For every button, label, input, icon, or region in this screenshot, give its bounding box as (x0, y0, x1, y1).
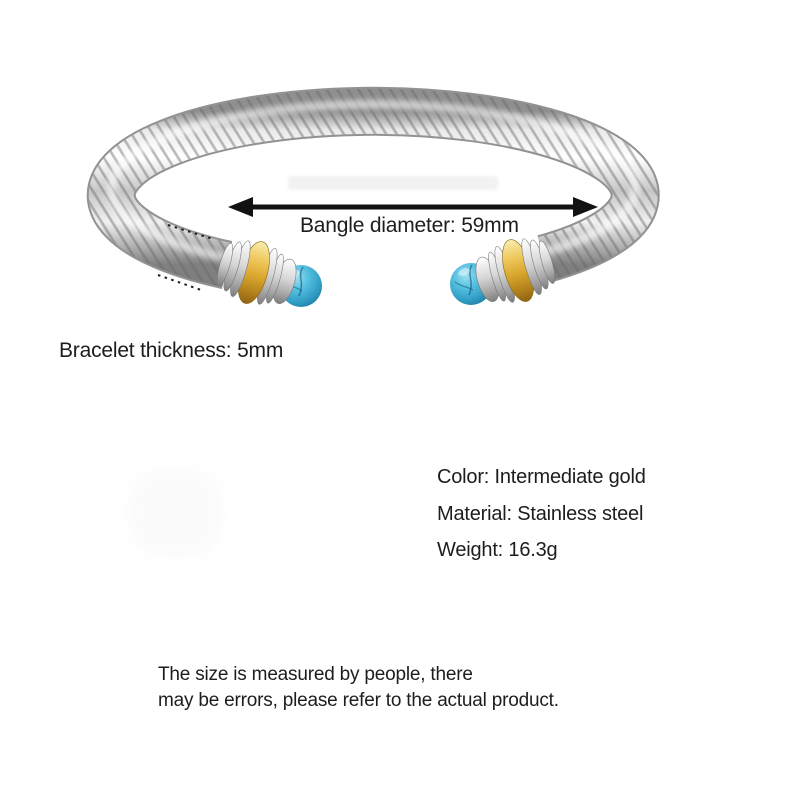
spec-color: Color: Intermediate gold (437, 466, 646, 488)
spec-material: Material: Stainless steel (437, 503, 644, 525)
bangle-diameter-label: Bangle diameter: 59mm (300, 214, 519, 237)
disclaimer-text (158, 662, 559, 714)
cable-band (111, 104, 635, 265)
disclaimer-line-1: The size is measured by people, there (158, 664, 473, 685)
disclaimer-line-2: may be errors, please refer to the actual product. (158, 690, 559, 711)
bracelet-thickness-label: Bracelet thickness: 5mm (59, 339, 284, 362)
arrow-left-head-icon (228, 197, 253, 217)
spec-weight: Weight: 16.3g (437, 539, 558, 561)
